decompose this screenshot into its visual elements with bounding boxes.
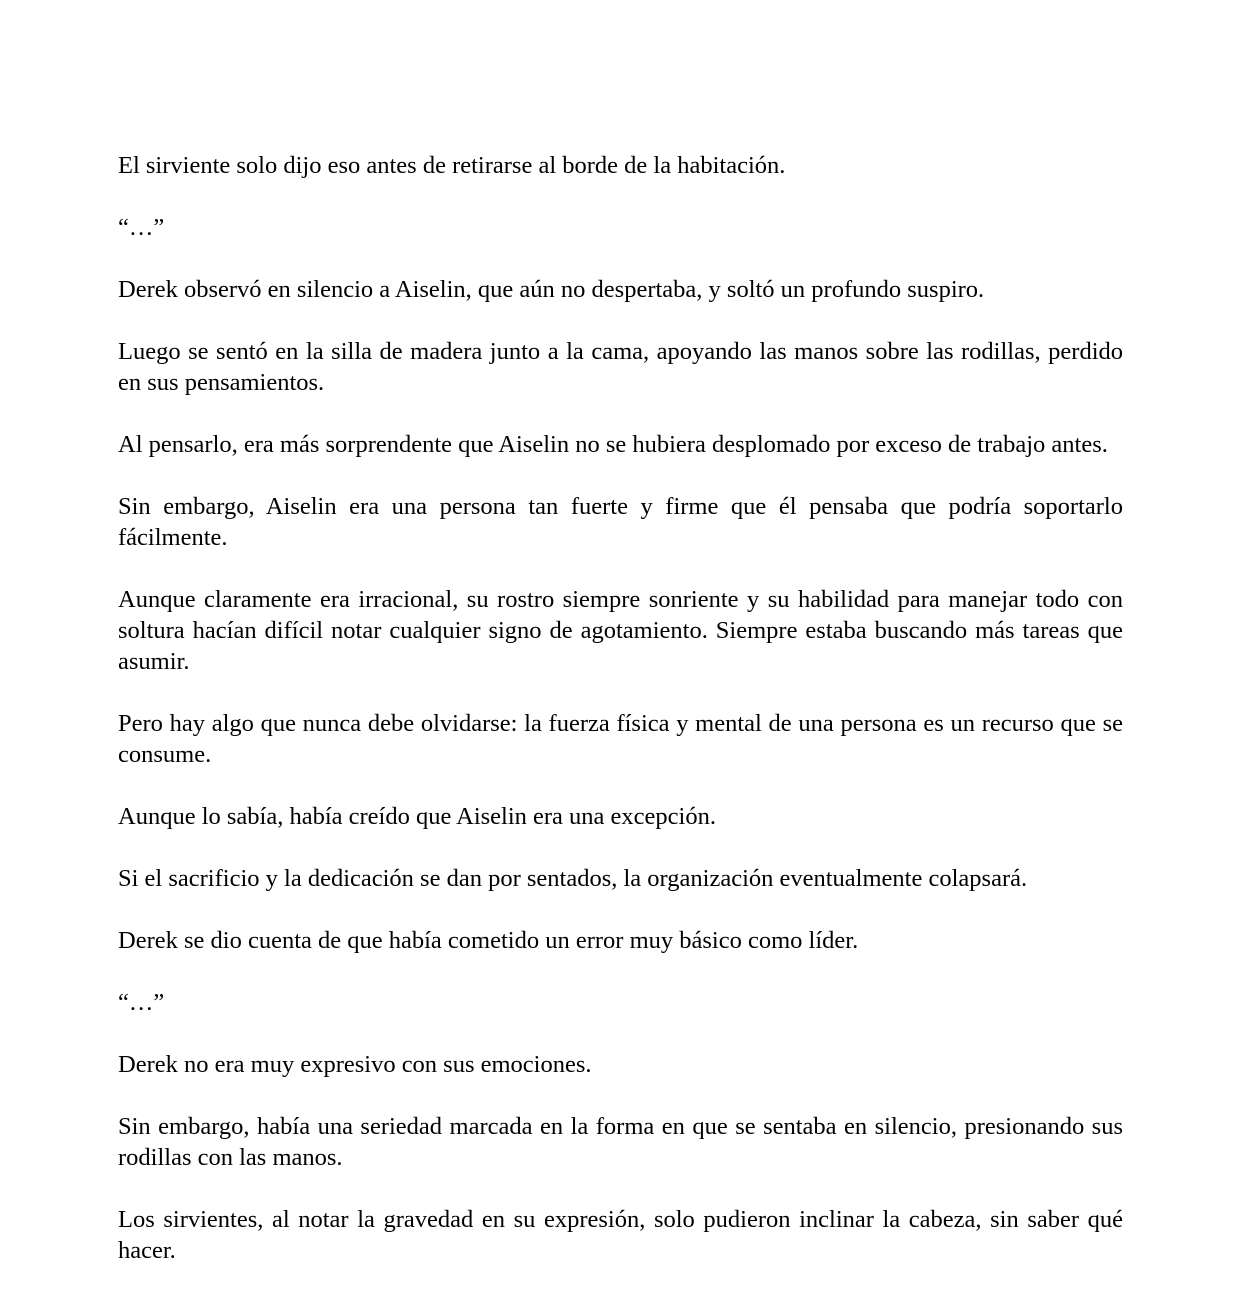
paragraph: Sin embargo, Aiselin era una persona tan fuerte y firme que él pensaba que podría soportarlo fácilmente. — [118, 493, 1123, 551]
paragraph: Aunque lo sabía, había creído que Aiselin era una excepción. — [118, 803, 716, 830]
paragraph: Luego se sentó en la silla de madera junto a la cama, apoyando las manos sobre las rodillas, perdido en sus pensamientos. — [118, 338, 1123, 396]
paragraph: Pero hay algo que nunca debe olvidarse: la fuerza física y mental de una persona es un recurso que se consume. — [118, 710, 1123, 768]
paragraph: Derek observó en silencio a Aiselin, que aún no despertaba, y soltó un profundo suspiro. — [118, 276, 985, 303]
paragraph: El sirviente solo dijo eso antes de retirarse al borde de la habitación. — [118, 152, 786, 179]
paragraph: Sin embargo, había una seriedad marcada en la forma en que se sentaba en silencio, presionando sus rodillas con las manos. — [118, 1113, 1123, 1171]
paragraph: Los sirvientes, al notar la gravedad en su expresión, solo pudieron inclinar la cabeza, sin saber qué hacer. — [118, 1206, 1123, 1264]
paragraph: “…” — [118, 989, 165, 1016]
paragraph: Derek no era muy expresivo con sus emociones. — [118, 1051, 592, 1078]
paragraph: “…” — [118, 214, 165, 241]
document-page — [118, 150, 1123, 1266]
paragraph: Aunque claramente era irracional, su rostro siempre sonriente y su habilidad para manejar todo con soltura hacían difícil notar cualquier signo de agotamiento. Siempre estaba buscando más tareas que asumir. — [118, 586, 1123, 675]
paragraph: Derek se dio cuenta de que había cometido un error muy básico como líder. — [118, 927, 859, 954]
paragraph: Al pensarlo, era más sorprendente que Aiselin no se hubiera desplomado por exceso de trabajo antes. — [118, 431, 1108, 458]
paragraph: Si el sacrificio y la dedicación se dan por sentados, la organización eventualmente colapsará. — [118, 865, 1028, 892]
